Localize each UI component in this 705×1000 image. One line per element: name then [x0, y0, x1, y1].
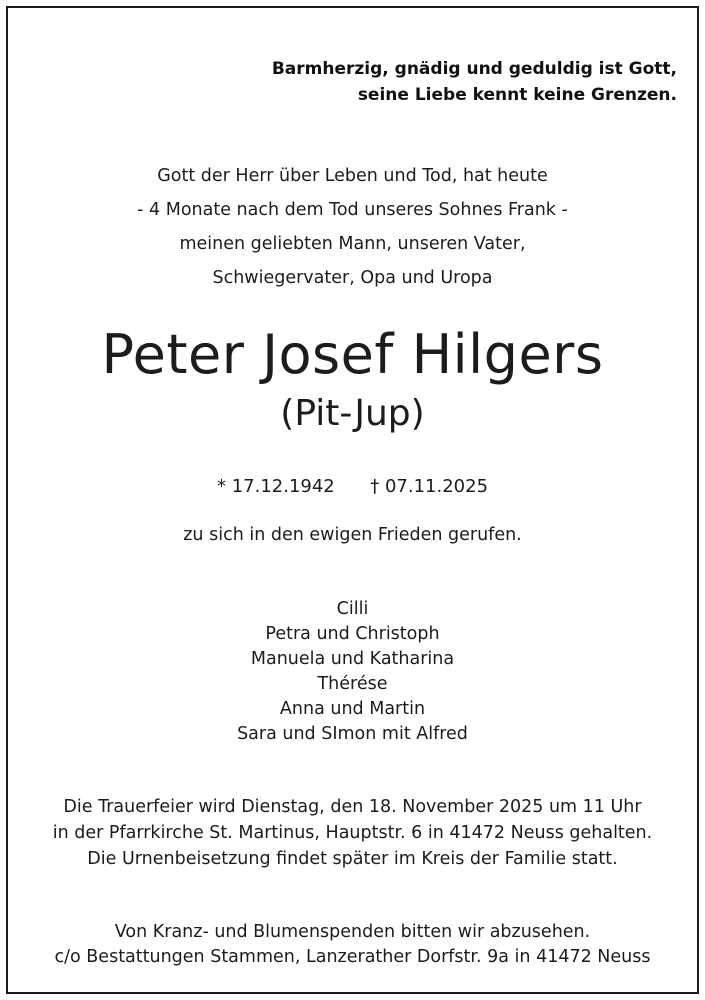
called-home-text: zu sich in den ewigen Frieden gerufen.	[183, 525, 522, 545]
birth-date: * 17.12.1942	[216, 476, 335, 497]
mourners-list	[0, 597, 705, 747]
quote-line: seine Liebe kennt keine Grenzen.	[357, 85, 677, 105]
quote-line: Barmherzig, gnädig und geduldig ist Gott,	[271, 59, 677, 79]
service-line: in der Pfarrkirche St. Martinus, Hauptstr. 6 in 41472 Neuss gehalten.	[52, 823, 653, 843]
death-date: † 07.11.2025	[370, 476, 489, 497]
life-dates	[0, 476, 705, 497]
mourner-name: Manuela und Katharina	[250, 649, 455, 669]
service-line: Die Trauerfeier wird Dienstag, den 18. November 2025 um 11 Uhr	[63, 797, 642, 817]
service-line: Die Urnenbeisetzung findet später im Kreis der Familie statt.	[87, 849, 618, 869]
closing-line: c/o Bestattungen Stammen, Lanzerather Dorfstr. 9a in 41472 Neuss	[54, 947, 651, 967]
mourner-name: Sara und SImon mit Alfred	[237, 724, 468, 744]
intro-line: Schwiegervater, Opa und Uropa	[212, 268, 493, 288]
intro-line: meinen geliebten Mann, unseren Vater,	[179, 234, 526, 254]
service-details	[0, 794, 705, 872]
closing-note	[0, 920, 705, 970]
closing-line: Von Kranz- und Blumenspenden bitten wir abzusehen.	[114, 922, 591, 942]
mourner-name: Thérése	[317, 674, 388, 694]
mourner-name: Cilli	[336, 599, 369, 619]
mourner-name: Anna und Martin	[279, 699, 426, 719]
mourner-name: Petra und Christoph	[265, 624, 440, 644]
deceased-nickname: (Pit-Jup)	[280, 393, 425, 434]
announcement-intro	[0, 159, 705, 295]
intro-line: Gott der Herr über Leben und Tod, hat heute	[157, 166, 548, 186]
bible-quote	[272, 56, 677, 108]
deceased-name: Peter Josef Hilgers	[101, 323, 604, 386]
intro-line: - 4 Monate nach dem Tod unseres Sohnes Frank -	[137, 200, 568, 220]
